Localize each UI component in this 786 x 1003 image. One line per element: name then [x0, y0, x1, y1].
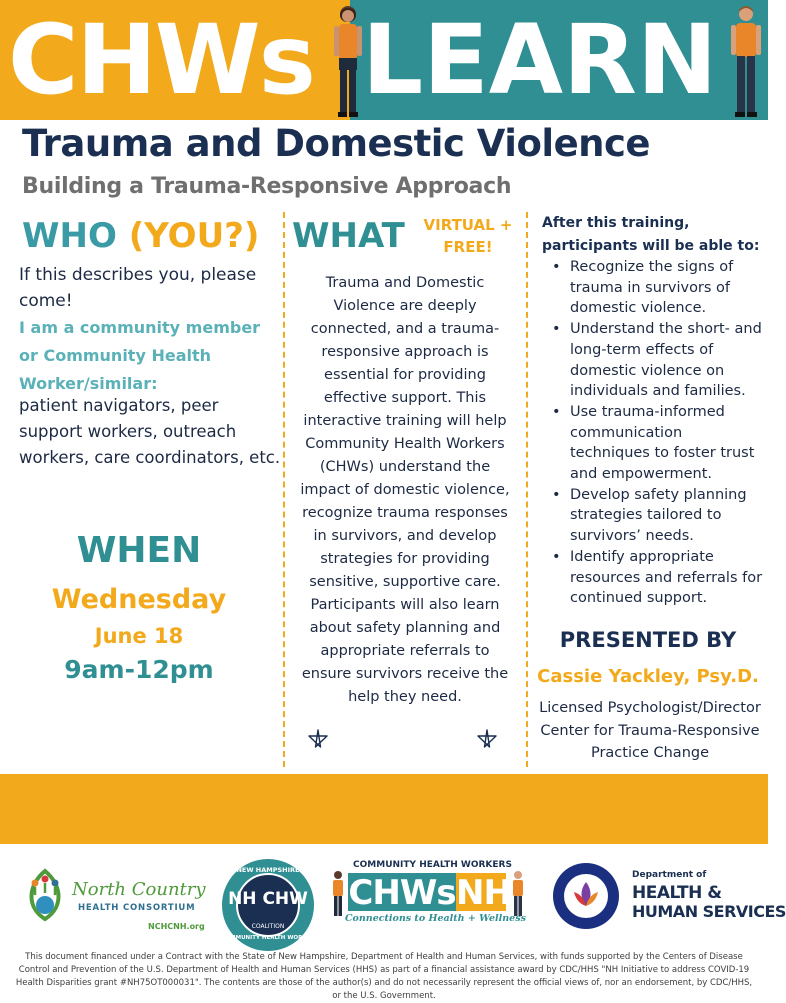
who-heading-text: WHO: [22, 216, 117, 256]
north-country-logo: [20, 865, 215, 935]
nhchw-ring-top: NEW HAMPSHIRE: [236, 866, 300, 874]
list-item: • Recognize the signs of trauma in survivors of domestic violence.: [548, 257, 764, 319]
list-item: • Use trauma-informed communication techniques to foster trust and empowerment.: [548, 402, 764, 485]
man-figure-icon: [726, 2, 766, 120]
dhhs-dept: Department of: [632, 870, 707, 880]
page-title: Trauma and Domestic Violence: [22, 122, 651, 165]
outcomes-heading: After this training, participants will be able to:: [542, 215, 760, 254]
dhhs-seal-icon: [552, 862, 620, 930]
list-item: • Understand the short- and long-term effects of domestic violence on individuals and families.: [548, 319, 764, 402]
orange-band: [0, 774, 768, 844]
list-item: • Develop safety planning strategies tailored to survivors’ needs.: [548, 485, 764, 547]
outcomes-list: [548, 257, 764, 609]
woman-figure-icon: [326, 2, 370, 120]
when-date: June 18: [94, 624, 184, 648]
who-intro: If this describes you, please come!: [19, 265, 257, 311]
ncc-url: NCHCNH.org: [148, 922, 205, 931]
chwsnh-chws: CHWs: [348, 873, 456, 913]
funding-disclaimer: This document financed under a Contract with the State of New Hampshire, Department of Health and Human Services, with funds supported by the Centers of Disease Control and Prevention of the U.S. Department of Health and Human Services (HHS) as part of a financial assistance award by CDC/HHS "NH Initiative to address COVID-19 Health Disparities grant #NH75OT000031". The contents are those of the author(s) and do not necessarily represent the official views of, nor an endorsement, by CDC/HHS, or the U.S. Government.: [15, 952, 753, 1001]
banner-word-chws: CHWs: [8, 4, 314, 116]
chwsnh-top-text: COMMUNITY HEALTH WORKERS: [353, 860, 512, 870]
who-roles: patient navigators, peer support workers, outreach workers, care coordinators, etc.: [19, 396, 281, 467]
presenter-name: Cassie Yackley, Psy.D.: [537, 666, 759, 687]
what-description: Trauma and Domestic Violence are deeply connected, and a trauma-responsive approach is essential for providing effective support. This interactive training will help Community Health Workers (CHWs) understand the impact of domestic violence, recognize trauma responses in survivors, and develop strategies for providing sensitive, supportive care. Participants will also learn about safety planning and appropriate referrals to ensure survivors receive the help they need.: [300, 275, 510, 705]
who-heading-accent: (YOU?): [128, 216, 260, 256]
nhchw-coalition: COALITION: [251, 923, 285, 930]
consortium-emblem-icon: [20, 865, 70, 925]
who-highlight: I am a community member or Community Health Worker/similar:: [19, 318, 261, 393]
woman-figure-icon: [330, 870, 346, 918]
what-heading: WHAT: [292, 216, 405, 256]
dhhs-line2: HUMAN SERVICES: [632, 902, 786, 921]
page-subtitle: Building a Trauma-Responsive Approach: [22, 174, 512, 199]
nh-chw-coalition-logo: [220, 857, 316, 953]
ncc-subname: HEALTH CONSORTIUM: [78, 903, 196, 913]
man-figure-icon: [510, 870, 526, 918]
nhchw-ring-bottom: COMMUNITY HEALTH WORKER: [221, 935, 315, 941]
star-doodle-icon: [306, 728, 330, 752]
who-heading: [22, 216, 259, 256]
header-banner: [0, 0, 768, 120]
banner-word-learn: LEARN: [362, 4, 718, 116]
presented-by-heading: PRESENTED BY: [559, 628, 737, 652]
chws-nh-logo: [330, 860, 530, 928]
ncc-name: North Country: [72, 879, 206, 900]
list-item: • Identify appropriate resources and referrals for continued support.: [548, 547, 764, 609]
column-divider-left: [283, 212, 285, 767]
virtual-free-badge: VIRTUAL + FREE!: [423, 216, 513, 256]
presenter-role: Licensed Psychologist/Director Center for Trauma-Responsive Practice Change: [539, 700, 761, 761]
when-time: 9am-12pm: [64, 655, 214, 684]
nhchw-center: NH CHW: [228, 889, 308, 909]
star-doodle-icon: [475, 728, 499, 752]
chwsnh-tagline: Connections to Health + Wellness: [345, 913, 526, 924]
dhhs-line1: HEALTH &: [632, 883, 722, 903]
chwsnh-nh: NH: [456, 873, 511, 913]
when-day: Wednesday: [51, 584, 227, 615]
nh-dhhs-logo: [552, 862, 786, 932]
when-heading: WHEN: [76, 530, 202, 571]
